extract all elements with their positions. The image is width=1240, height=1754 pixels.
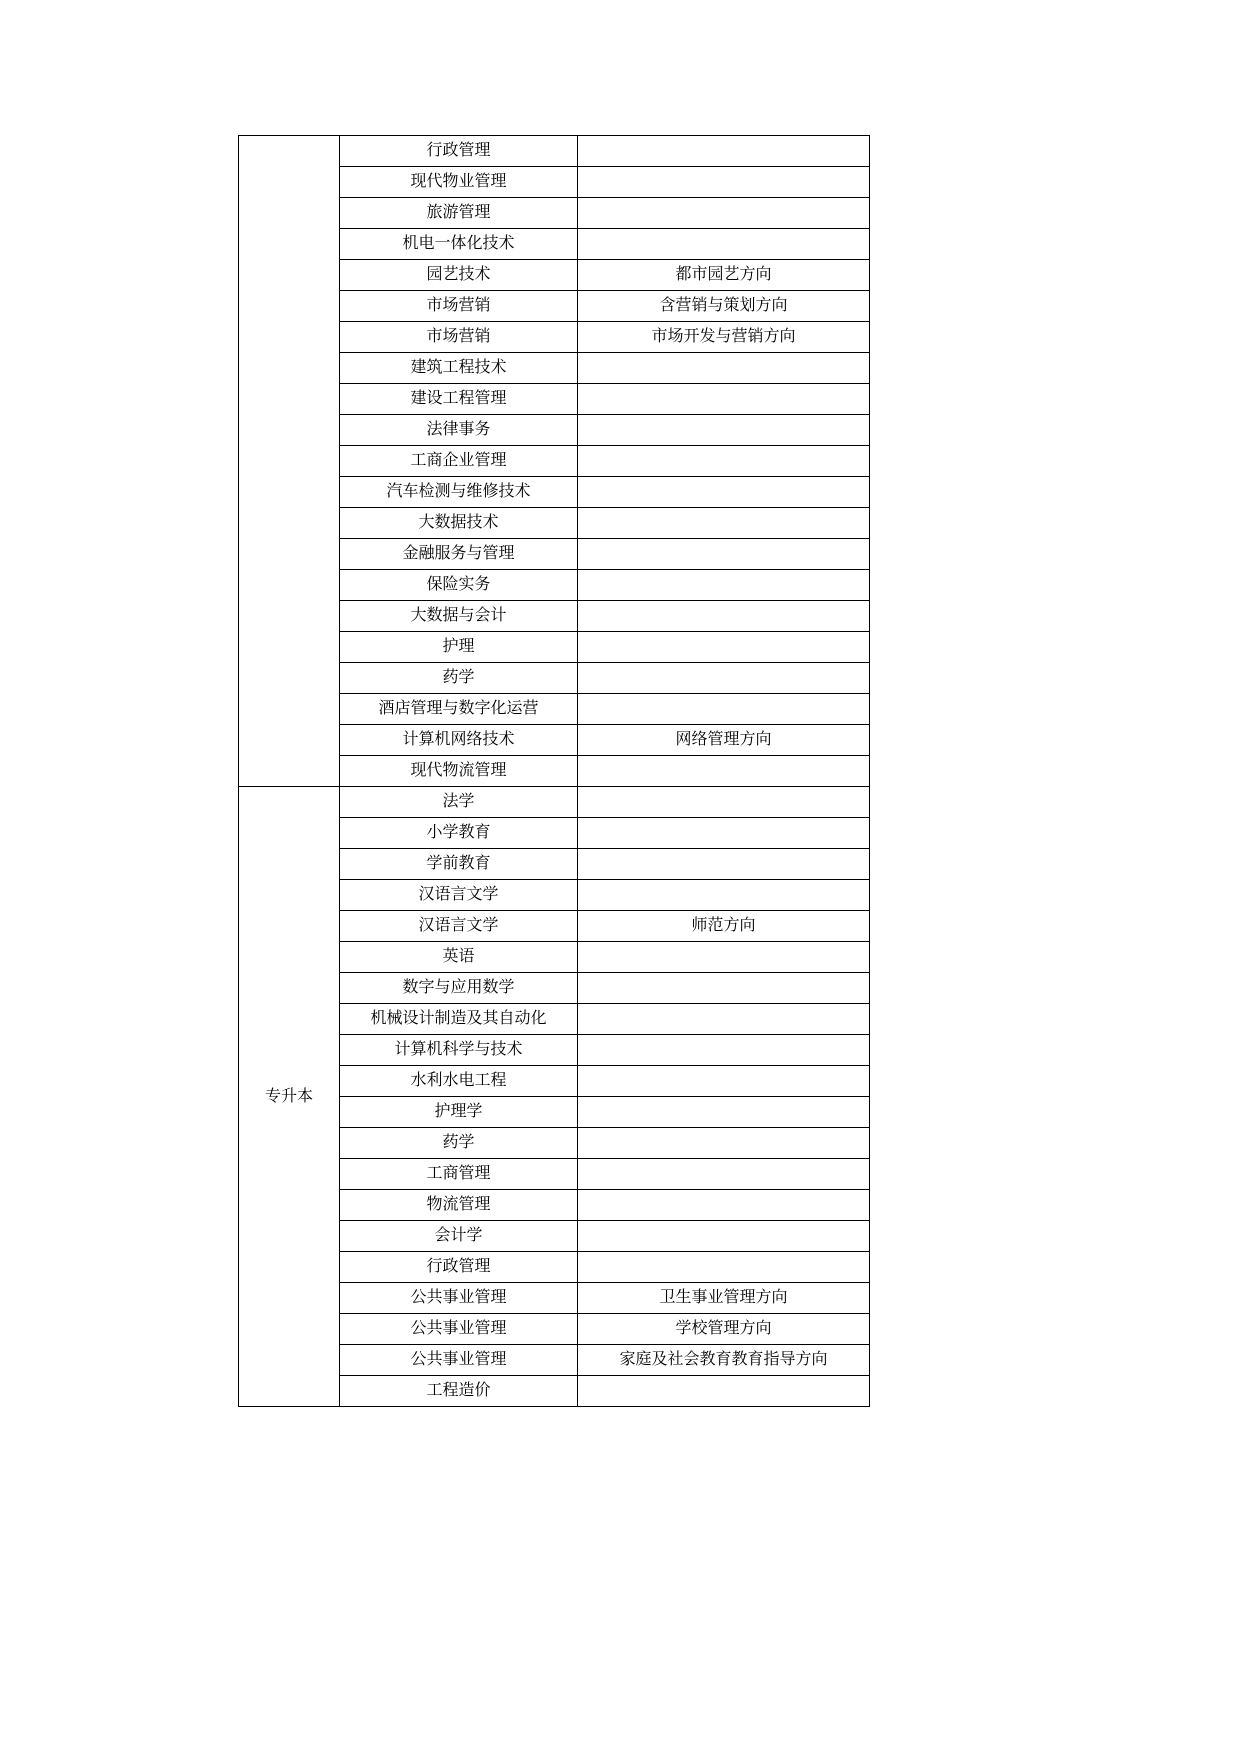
major-name-cell: 护理	[340, 632, 578, 663]
table-row	[239, 136, 870, 167]
major-direction-cell	[578, 601, 870, 632]
major-direction-cell	[578, 539, 870, 570]
major-direction-cell	[578, 1221, 870, 1252]
major-name-cell: 小学教育	[340, 818, 578, 849]
major-direction-cell	[578, 1035, 870, 1066]
major-name-cell: 会计学	[340, 1221, 578, 1252]
major-name-cell: 金融服务与管理	[340, 539, 578, 570]
major-direction-cell	[578, 694, 870, 725]
major-direction-cell	[578, 1190, 870, 1221]
major-direction-cell	[578, 973, 870, 1004]
major-direction-cell: 学校管理方向	[578, 1314, 870, 1345]
major-name-cell: 酒店管理与数字化运营	[340, 694, 578, 725]
major-direction-cell	[578, 446, 870, 477]
major-direction-cell: 家庭及社会教育教育指导方向	[578, 1345, 870, 1376]
major-direction-cell	[578, 229, 870, 260]
major-name-cell: 水利水电工程	[340, 1066, 578, 1097]
major-direction-cell	[578, 570, 870, 601]
major-name-cell: 工商管理	[340, 1159, 578, 1190]
major-direction-cell	[578, 477, 870, 508]
major-direction-cell	[578, 508, 870, 539]
major-direction-cell	[578, 1066, 870, 1097]
major-name-cell: 保险实务	[340, 570, 578, 601]
major-name-cell: 法律事务	[340, 415, 578, 446]
major-name-cell: 汉语言文学	[340, 911, 578, 942]
major-direction-cell	[578, 198, 870, 229]
major-direction-cell: 网络管理方向	[578, 725, 870, 756]
major-name-cell: 汉语言文学	[340, 880, 578, 911]
major-direction-cell	[578, 1004, 870, 1035]
table-row	[239, 787, 870, 818]
major-name-cell: 公共事业管理	[340, 1283, 578, 1314]
major-direction-cell	[578, 384, 870, 415]
major-direction-cell	[578, 756, 870, 787]
major-direction-cell	[578, 1128, 870, 1159]
major-name-cell: 园艺技术	[340, 260, 578, 291]
major-direction-cell	[578, 942, 870, 973]
major-direction-cell	[578, 1159, 870, 1190]
major-name-cell: 机械设计制造及其自动化	[340, 1004, 578, 1035]
major-table-container	[238, 135, 868, 1407]
major-direction-cell	[578, 880, 870, 911]
major-name-cell: 计算机网络技术	[340, 725, 578, 756]
major-direction-cell: 卫生事业管理方向	[578, 1283, 870, 1314]
major-direction-cell	[578, 167, 870, 198]
major-name-cell: 学前教育	[340, 849, 578, 880]
major-name-cell: 大数据与会计	[340, 601, 578, 632]
major-name-cell: 现代物业管理	[340, 167, 578, 198]
major-direction-cell	[578, 136, 870, 167]
major-direction-cell: 师范方向	[578, 911, 870, 942]
major-direction-cell	[578, 1252, 870, 1283]
major-name-cell: 市场营销	[340, 291, 578, 322]
major-name-cell: 护理学	[340, 1097, 578, 1128]
major-direction-cell	[578, 787, 870, 818]
major-name-cell: 建筑工程技术	[340, 353, 578, 384]
major-direction-cell	[578, 632, 870, 663]
major-direction-cell: 含营销与策划方向	[578, 291, 870, 322]
major-name-cell: 市场营销	[340, 322, 578, 353]
level-cell: 专升本	[239, 787, 340, 1407]
major-name-cell: 工程造价	[340, 1376, 578, 1407]
major-name-cell: 汽车检测与维修技术	[340, 477, 578, 508]
major-name-cell: 药学	[340, 663, 578, 694]
major-direction-cell: 市场开发与营销方向	[578, 322, 870, 353]
major-direction-cell	[578, 1376, 870, 1407]
major-table-body	[239, 136, 870, 1407]
major-name-cell: 行政管理	[340, 1252, 578, 1283]
major-direction-cell: 都市园艺方向	[578, 260, 870, 291]
major-table	[238, 135, 870, 1407]
major-direction-cell	[578, 818, 870, 849]
major-name-cell: 药学	[340, 1128, 578, 1159]
major-name-cell: 英语	[340, 942, 578, 973]
major-direction-cell	[578, 663, 870, 694]
major-name-cell: 法学	[340, 787, 578, 818]
major-name-cell: 行政管理	[340, 136, 578, 167]
major-name-cell: 公共事业管理	[340, 1345, 578, 1376]
major-name-cell: 旅游管理	[340, 198, 578, 229]
major-name-cell: 公共事业管理	[340, 1314, 578, 1345]
level-cell	[239, 136, 340, 787]
major-direction-cell	[578, 415, 870, 446]
major-name-cell: 物流管理	[340, 1190, 578, 1221]
major-direction-cell	[578, 353, 870, 384]
major-name-cell: 工商企业管理	[340, 446, 578, 477]
major-name-cell: 现代物流管理	[340, 756, 578, 787]
major-name-cell: 计算机科学与技术	[340, 1035, 578, 1066]
major-direction-cell	[578, 849, 870, 880]
major-name-cell: 数字与应用数学	[340, 973, 578, 1004]
major-name-cell: 建设工程管理	[340, 384, 578, 415]
major-name-cell: 大数据技术	[340, 508, 578, 539]
major-name-cell: 机电一体化技术	[340, 229, 578, 260]
major-direction-cell	[578, 1097, 870, 1128]
